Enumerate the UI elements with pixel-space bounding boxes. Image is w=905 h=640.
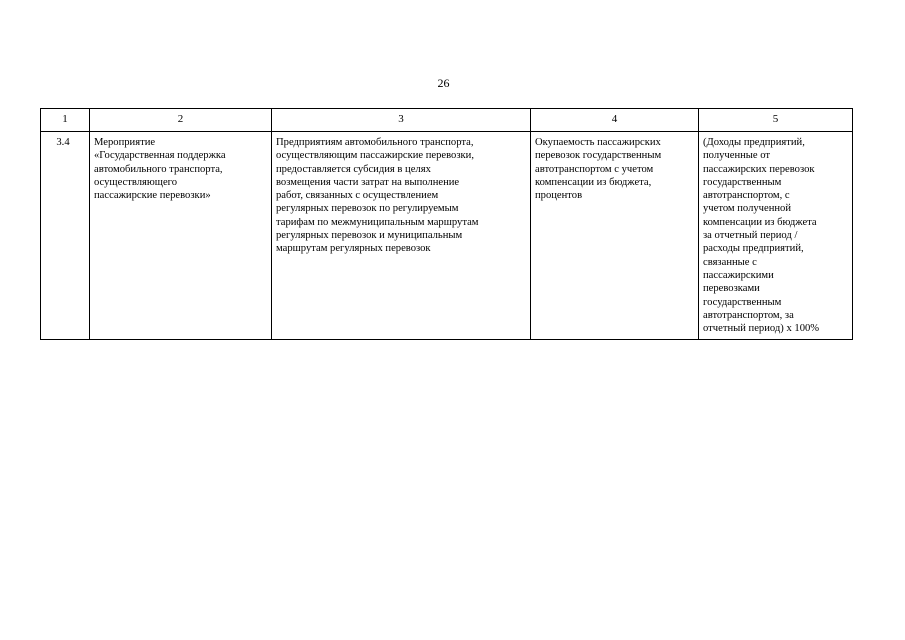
cell-formula (699, 132, 853, 340)
header-cell-3: 3 (272, 109, 531, 132)
formula-text: (Доходы предприятий, полученные от пассажирских перевозок государственным автотранспортом, с учетом полученной компенсации из бюджета за отчетный период / расходы предприятий, связанные с пассажирскими перевозками государственным автотранспортом, за отчетный период) x 100% (703, 137, 820, 335)
indicator-text: Окупаемость пассажирских перевозок государственным автотранспортом с учетом компенсации из бюджета, процентов (535, 137, 662, 202)
cell-description (272, 132, 531, 340)
cell-indicator (531, 132, 699, 340)
header-cell-4: 4 (531, 109, 699, 132)
cell-number (41, 132, 90, 340)
table-header-row (41, 109, 853, 132)
header-cell-5: 5 (699, 109, 853, 132)
row-number-text: 3.4 (56, 137, 70, 148)
table-row (41, 132, 853, 340)
activity-text: Мероприятие «Государственная поддержка автомобильного транспорта, осуществляющего пассажирские перевозки» (94, 137, 226, 202)
header-cell-1: 1 (41, 109, 90, 132)
cell-activity (90, 132, 272, 340)
description-text: Предприятиям автомобильного транспорта, осуществляющим пассажирские перевозки, предоставляется субсидия в целях возмещения части затрат на выполнение работ, связанных с осуществлением регулярных перевозок по регулируемым тарифам по межмуниципальным маршрутам регулярных перевозок и муниципальным маршрутам регулярных перевозок (276, 137, 479, 255)
header-cell-2: 2 (90, 109, 272, 132)
page-number: 26 (437, 76, 450, 90)
indicator-table (40, 108, 853, 340)
